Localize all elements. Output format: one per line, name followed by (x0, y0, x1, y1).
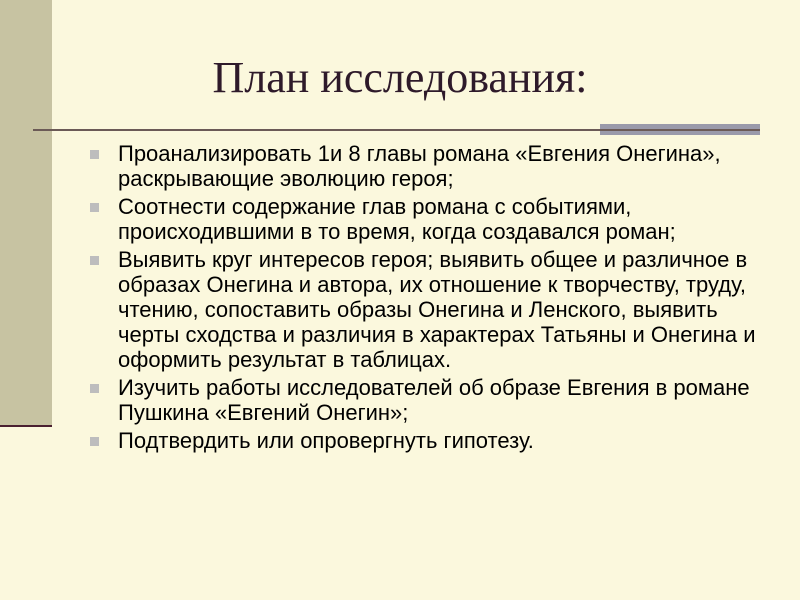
bullet-text: Выявить круг интересов героя; выявить общее и различное в образах Онегина и автора, их отношение к творчеству, труду, чтению, сопоставить образы Онегина и Ленского, выявить черты сходства и различия в характерах Татьяны и Онегина и оформить результат в таблицах. (118, 247, 756, 372)
bullet-item (88, 428, 768, 453)
square-bullet-icon (90, 203, 99, 212)
bullet-item (88, 141, 768, 191)
slide-title: План исследования: (212, 53, 588, 102)
bullet-item (88, 247, 768, 372)
square-bullet-icon (90, 437, 99, 446)
title-divider-accent (600, 124, 760, 135)
bullet-text: Изучить работы исследователей об образе Евгения в романе Пушкина «Евгений Онегин»; (118, 375, 750, 425)
bullet-text: Проанализировать 1и 8 главы романа «Евгения Онегина», раскрывающие эволюцию героя; (118, 141, 721, 191)
bullet-list (88, 141, 768, 456)
square-bullet-icon (90, 150, 99, 159)
bullet-text: Подтвердить или опровергнуть гипотезу. (118, 428, 534, 453)
bullet-item (88, 375, 768, 425)
square-bullet-icon (90, 256, 99, 265)
bullet-item (88, 194, 768, 244)
bullet-text: Соотнести содержание глав романа с событиями, происходившими в то время, когда создавался роман; (118, 194, 676, 244)
square-bullet-icon (90, 384, 99, 393)
title-divider-line (33, 129, 600, 131)
